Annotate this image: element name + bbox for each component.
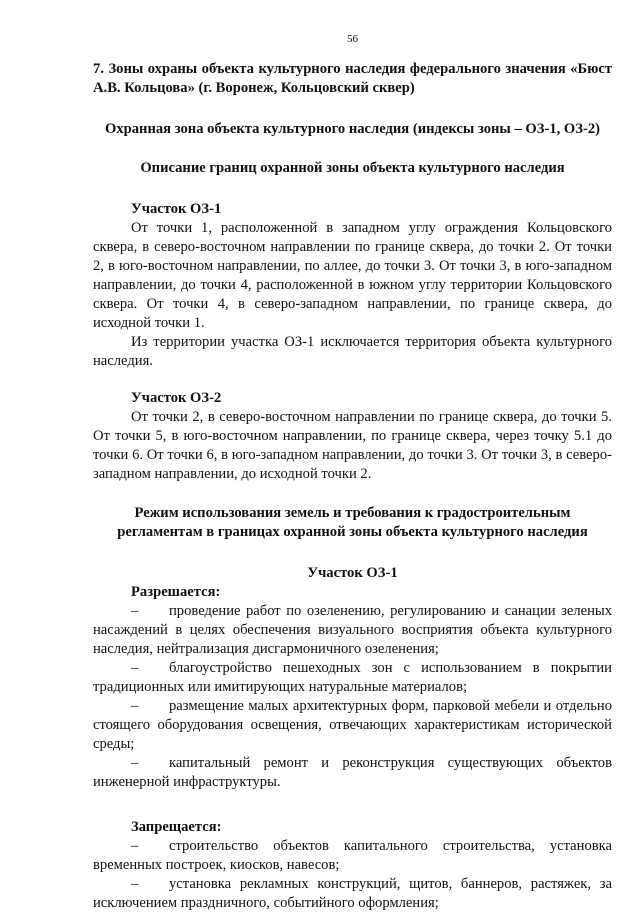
list-dash: – bbox=[131, 698, 139, 714]
list-dash: – bbox=[131, 876, 139, 892]
forbidden-list bbox=[93, 837, 612, 913]
allowed-item: – проведение работ по озеленению, регулированию и санации зеленых насаждений в целях обеспечения визуального восприятия объекта культурного наследия, нейтрализация дисгармоничного озеленения; bbox=[93, 603, 612, 657]
regime-oz1-heading: Участок ОЗ-1 bbox=[307, 565, 398, 581]
allowed-heading: Разрешается: bbox=[131, 584, 221, 600]
forbidden-item: – установка рекламных конструкций, щитов, баннеров, растяжек, за исключением праздничного, событийного оформления; bbox=[93, 876, 612, 911]
list-dash: – bbox=[131, 755, 139, 771]
oz1-description: От точки 1, расположенной в западном углу ограждения Кольцовского сквера, в северо-восточном направлении по границе сквера, до точки 2. От точки 2, в юго-восточном направлении, по аллее, до точки 3. От точки 3, в юго-западном направлении, до точки 4, расположенной в южном углу территории Кольцовского сквера. От точки 4, в северо-западном направлении, по границе сквера, до исходной точки 1. bbox=[93, 220, 612, 331]
allowed-item: – размещение малых архитектурных форм, парковой мебели и отдельно стоящего оборудования освещения, отвечающих характеристикам исторической среды; bbox=[93, 698, 612, 752]
allowed-item: – благоустройство пешеходных зон с использованием в покрытии традиционных или имитирующих натуральные материалов; bbox=[93, 660, 612, 695]
allowed-item: – капитальный ремонт и реконструкция существующих объектов инженерной инфраструктуры. bbox=[93, 755, 612, 790]
forbidden-heading: Запрещается: bbox=[131, 819, 222, 835]
oz1-heading: Участок ОЗ-1 bbox=[131, 201, 222, 217]
list-dash: – bbox=[131, 838, 139, 854]
page-number: 56 bbox=[347, 33, 358, 45]
oz1-exclusion: Из территории участка ОЗ-1 исключается территория объекта культурного наследия. bbox=[93, 334, 612, 369]
list-dash: – bbox=[131, 603, 139, 619]
zone-title: Охранная зона объекта культурного наследия (индексы зоны – ОЗ-1, ОЗ-2) bbox=[105, 121, 600, 137]
section-title: 7. Зоны охраны объекта культурного наследия федерального значения «Бюст А.В. Кольцова» (г. Воронеж, Кольцовский сквер) bbox=[93, 61, 612, 96]
oz2-description: От точки 2, в северо-восточном направлении по границе сквера, до точки 5. От точки 5, в юго-восточном направлении, по границе сквера, через точку 5.1 до точки 6. От точки 6, в юго-западном направлении, до точки 3. От точки 3, в северо-западном направлении, до исходной точки 2. bbox=[93, 409, 612, 482]
boundaries-title: Описание границ охранной зоны объекта культурного наследия bbox=[140, 160, 565, 176]
forbidden-item: – строительство объектов капитального строительства, установка временных построек, киосков, навесов; bbox=[93, 838, 612, 873]
allowed-list bbox=[93, 602, 612, 792]
oz2-heading: Участок ОЗ-2 bbox=[131, 390, 222, 406]
list-dash: – bbox=[131, 660, 139, 676]
regime-title: Режим использования земель и требования к градостроительным регламентам в границах охранной зоны объекта культурного наследия bbox=[117, 505, 588, 540]
